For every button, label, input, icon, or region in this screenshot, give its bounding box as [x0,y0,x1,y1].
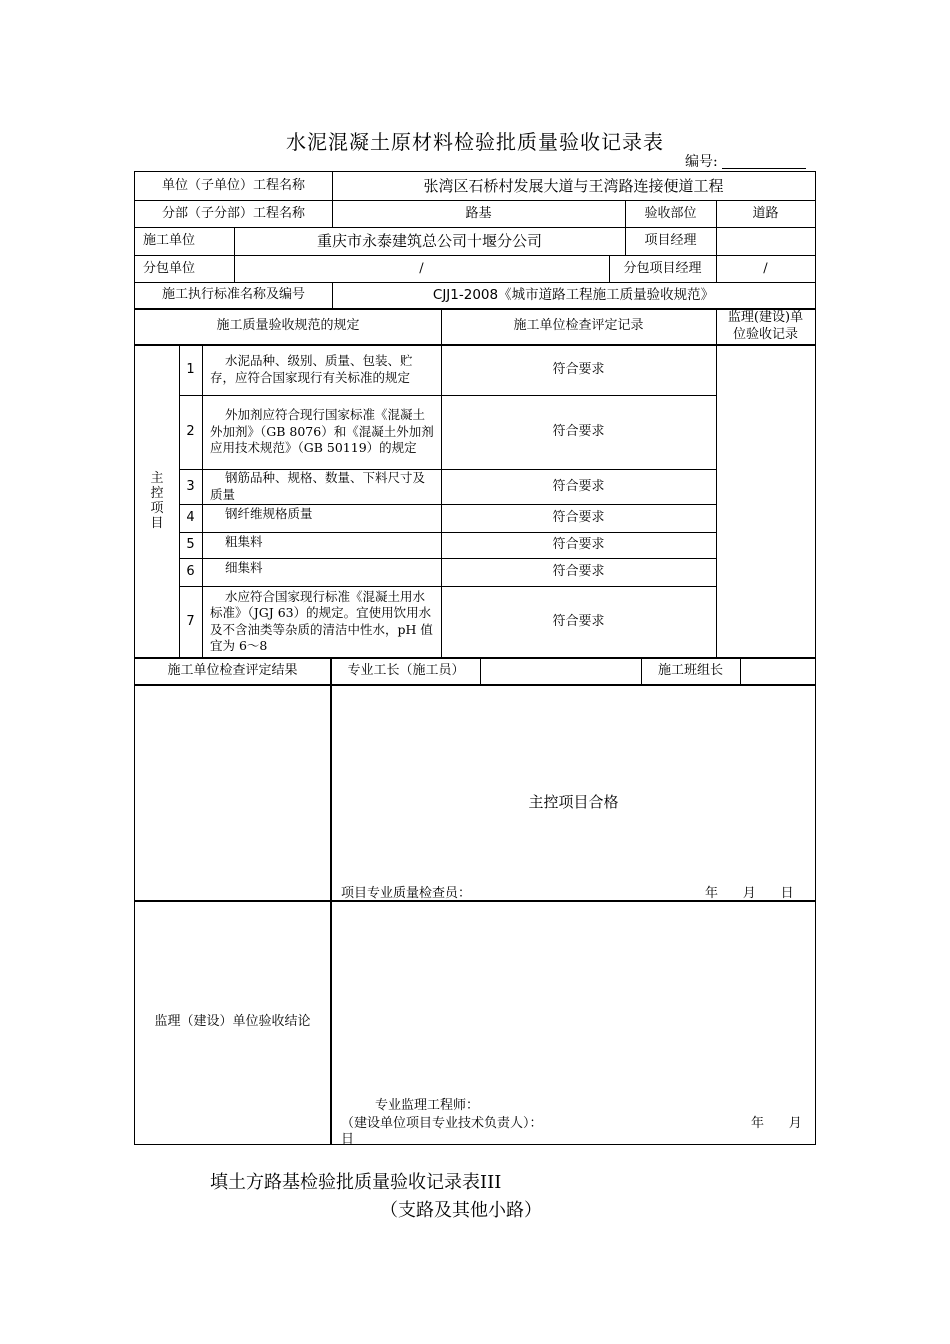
project-manager-label: 项目经理 [644,233,697,248]
record-number-label: 编号: [685,154,718,170]
contractor-label: 施工单位 [143,233,196,248]
item-requirement: 钢筋品种、规格、数量、下料尺寸及质量 [210,470,426,502]
part-project-label: 分部（子分部）工程名称 [161,205,305,221]
item-result[interactable]: 符合要求 [552,424,605,439]
supervision-record-field[interactable] [716,344,815,657]
item-number: 1 [186,361,195,377]
item-result[interactable]: 符合要求 [552,361,605,377]
inspection-form [134,171,816,1145]
item-number: 2 [186,424,195,439]
accept-part-label: 验收部位 [644,205,697,221]
supervision-date-day: 日 [341,1132,355,1147]
standard-value[interactable]: CJJ1-2008《城市道路工程施工质量验收规范》 [432,287,715,303]
item-number: 7 [186,613,195,629]
spec-column-header: 施工质量验收规范的规定 [216,318,360,333]
evaluation-result-label: 施工单位检查评定结果 [167,662,298,678]
team-leader-value[interactable] [740,657,815,684]
standard-label: 施工执行标准名称及编号 [161,287,305,302]
sub-project-manager-value[interactable]: / [763,260,768,276]
team-leader-label: 施工班组长 [657,662,723,678]
item-requirement: 水泥品种、级别、质量、包装、贮存，应符合国家现行有关标准的规定 [210,353,413,385]
item-result[interactable]: 符合要求 [552,510,605,525]
record-number-field[interactable] [722,168,806,169]
item-requirement: 钢纤维规格质量 [225,506,313,521]
item-number: 4 [186,510,195,525]
quality-inspector-label: 项目专业质量检查员： [341,886,472,901]
accept-part-value[interactable]: 道路 [752,205,779,221]
supervision-conclusion-label: 监理（建设）单位验收结论 [154,1014,311,1029]
item-number: 5 [186,537,195,552]
item-result[interactable]: 符合要求 [552,564,605,579]
subcontractor-value[interactable]: / [419,260,424,276]
item-result[interactable]: 符合要求 [552,537,605,552]
supervision-date[interactable]: 年 月 [751,1116,802,1131]
document-title: 水泥混凝土原材料检验批质量验收记录表 [286,130,664,154]
next-document-title: 填土方路基检验批质量验收记录表III [210,1172,502,1193]
sub-project-manager-label: 分包项目经理 [623,260,702,276]
supervision-column-header: 监理(建设)单位验收记录 [727,310,804,342]
item-requirement: 粗集料 [225,534,263,549]
item-requirement: 水应符合国家现行标准《混凝土用水标准》（JGJ 63）的规定。宜使用饮用水及不含油类等杂质的清洁中性水，pH 值宜为 6～8 [210,588,433,653]
item-result[interactable]: 符合要求 [552,478,605,494]
item-result[interactable]: 符合要求 [552,613,605,629]
evaluation-conclusion[interactable]: 主控项目合格 [528,793,619,811]
part-project-value[interactable]: 路基 [465,205,492,221]
item-requirement: 细集料 [225,560,263,575]
item-requirement: 外加剂应符合现行国家标准《混凝土外加剂》（GB 8076）和《混凝土外加剂应用技术规范》（GB 50119）的规定 [210,407,434,456]
item-number: 6 [186,564,195,579]
unit-project-value[interactable]: 张湾区石桥村发展大道与王湾路连接便道工程 [423,177,724,195]
next-document-subtitle: （支路及其他小路） [380,1200,542,1221]
main-control-group-label: 主控项目 [150,470,164,531]
unit-project-label: 单位（子单位）工程名称 [161,178,305,193]
check-column-header: 施工单位检查评定记录 [513,318,644,333]
contractor-value[interactable]: 重庆市永泰建筑总公司十堰分公司 [316,232,542,250]
inspection-date[interactable]: 年 月 日 [705,886,794,901]
item-number: 3 [186,478,195,494]
foreman-label: 专业工长（施工员） [347,662,465,678]
project-manager-value[interactable] [716,227,815,255]
foreman-value[interactable] [480,657,641,684]
subcontractor-label: 分包单位 [143,260,196,276]
main-control-group [135,344,179,657]
owner-tech-lead-label: （建设单位项目专业技术负责人）： [341,1116,543,1131]
supervision-engineer-label: 专业监理工程师： [375,1098,480,1113]
